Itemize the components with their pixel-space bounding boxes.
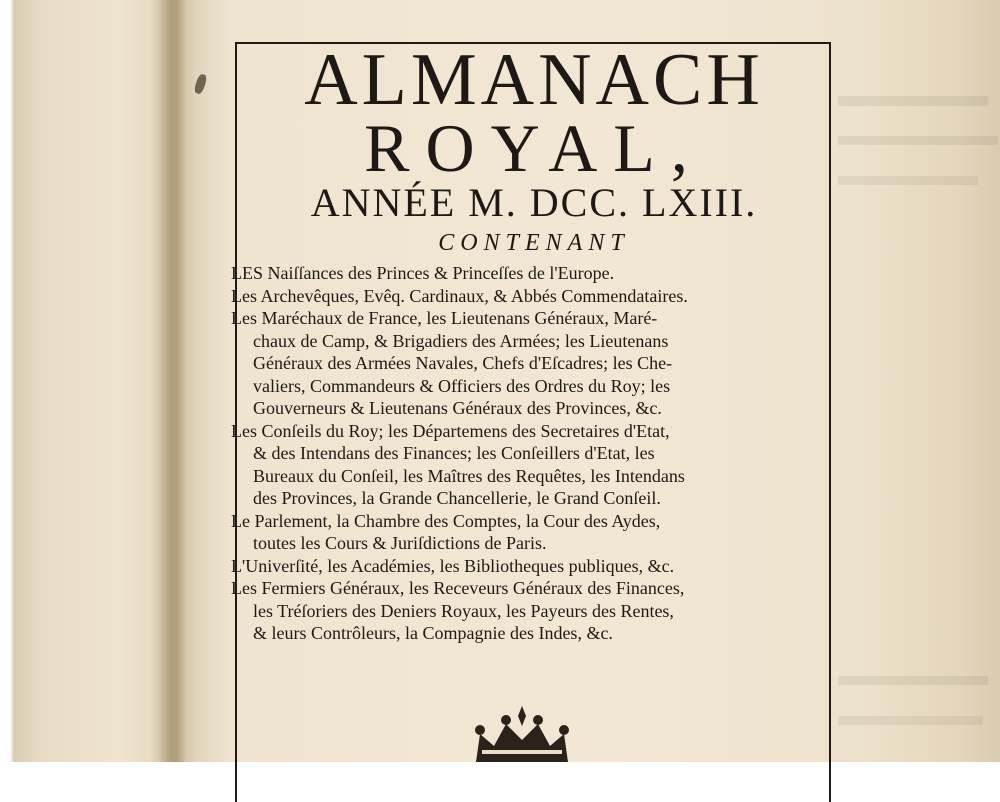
contents-line: Les Archevêques, Evêq. Cardinaux, & Abbés Commendataires. [231, 285, 688, 306]
contents-line: Bureaux du Conſeil, les Maîtres des Requêtes, les Intendans [253, 465, 685, 486]
contents-line: chaux de Camp, & Brigadiers des Armées; les Lieutenans [253, 330, 669, 351]
royal-crown-icon [466, 706, 578, 762]
contents-list [231, 262, 831, 645]
contents-line: Les Conſeils du Roy; les Départemens des Secretaires d'Etat, [231, 420, 670, 441]
title-royal: ROYAL, [364, 110, 704, 186]
title-contenant: CONTENANT [438, 230, 630, 256]
contents-line: toutes les Cours & Juriſdictions de Paris. [253, 533, 547, 553]
contents-line: les Tréſoriers des Deniers Royaux, les Payeurs des Rentes, [253, 600, 674, 621]
title-year: ANNÉE M. DCC. LXIII. [310, 180, 758, 225]
contents-line: Gouverneurs & Lieutenans Généraux des Provinces, &c. [253, 398, 662, 418]
book-gutter-shadow [150, 0, 196, 762]
contents-line: Le Parlement, la Chambre des Comptes, la Cour des Aydes, [231, 510, 661, 531]
title-almanach: ALMANACH [304, 39, 764, 121]
contents-line: Généraux des Armées Navales, Chefs d'Eſcadres; les Che- [253, 353, 673, 373]
contents-line: des Provinces, la Grande Chancellerie, le Grand Conſeil. [253, 488, 661, 508]
contents-line: & des Intendans des Finances; les Conſeillers d'Etat, les [253, 443, 655, 463]
contents-line: & leurs Contrôleurs, la Compagnie des Indes, &c. [253, 623, 613, 643]
contents-line: LES Naiſſances des Princes & Princeſſes de l'Europe. [231, 263, 615, 283]
contents-line: Les Maréchaux de France, les Lieutenans Généraux, Maré- [231, 308, 658, 328]
contents-line: Les Fermiers Généraux, les Receveurs Généraux des Finances, [231, 578, 685, 598]
contents-line: valiers, Commandeurs & Officiers des Ordres du Roy; les [253, 375, 671, 396]
contents-line: L'Univerſité, les Académies, les Bibliotheques publiques, &c. [231, 555, 675, 576]
